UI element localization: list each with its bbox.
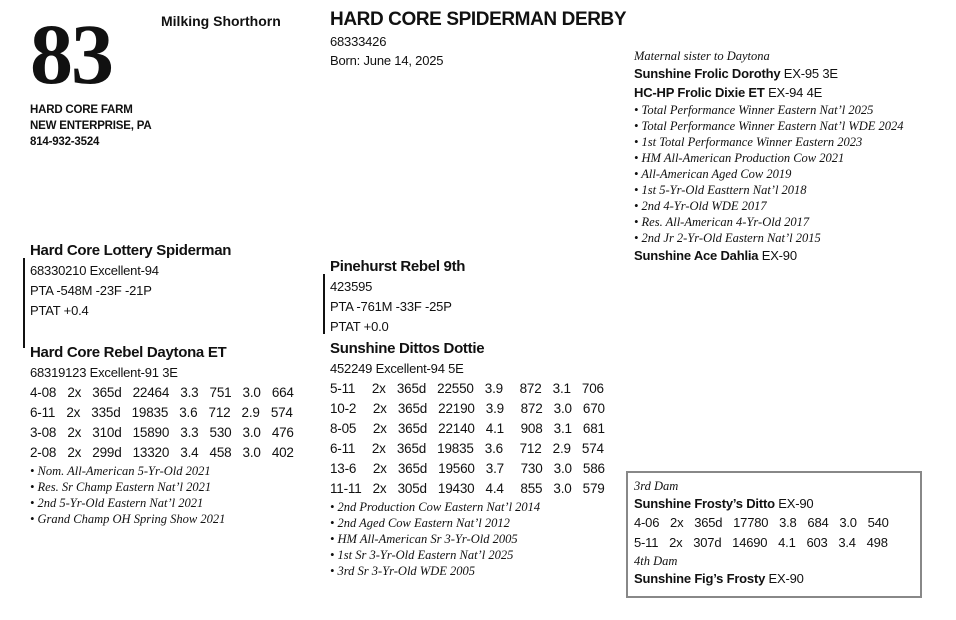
record-line: 8-05 2x 365d 22140 4.1 908 3.1 681 — [330, 421, 605, 436]
sire-reg: 68330210 Excellent-94 — [30, 263, 159, 278]
dam-name: Hard Core Rebel Daytona ET — [30, 344, 227, 361]
honor-item: • 2nd Production Cow Eastern Nat’l 2014 — [330, 499, 605, 515]
consignor-phone: 814-932-3524 — [30, 136, 100, 148]
honor-item: • 2nd Jr 2-Yr-Old Eastern Nat’l 2015 — [634, 230, 904, 246]
sister-1 — [634, 64, 904, 83]
third-dam-name: Sunshine Frosty’s Ditto — [634, 496, 775, 511]
sister-3-name: Sunshine Ace Dahlia — [634, 248, 759, 263]
dams-sire-name: Pinehurst Rebel 9th — [330, 258, 466, 275]
record-line: 11-11 2x 305d 19430 4.4 855 3.0 579 — [330, 481, 605, 496]
second-dam-block — [330, 339, 605, 579]
second-dam-honors — [330, 499, 605, 579]
fourth-dam-score: EX-90 — [768, 571, 804, 586]
honor-item: • Total Performance Winner Eastern Nat’l WDE 2024 — [634, 118, 904, 134]
honor-item: • All-American Aged Cow 2019 — [634, 166, 904, 182]
honor-item: • 2nd 4-Yr-Old WDE 2017 — [634, 198, 904, 214]
sister-3-score: EX-90 — [761, 248, 797, 263]
honor-item: • HM All-American Sr 3-Yr-Old 2005 — [330, 531, 605, 547]
record-line: 5-11 2x 365d 22550 3.9 872 3.1 706 — [330, 381, 604, 396]
honor-item: • 1st Total Performance Winner Eastern 2023 — [634, 134, 904, 150]
second-dam-reg: 452249 Excellent-94 5E — [330, 361, 464, 376]
honor-item: • Nom. All-American 5-Yr-Old 2021 — [30, 463, 294, 479]
ancestry-box — [626, 471, 922, 598]
fourth-dam-name: Sunshine Fig’s Frosty — [634, 571, 766, 586]
honor-item: • 3rd Sr 3-Yr-Old WDE 2005 — [330, 563, 605, 579]
animal-name: HARD CORE SPIDERMAN DERBY — [330, 9, 627, 30]
animal-born: Born: June 14, 2025 — [330, 53, 444, 68]
dam-block — [30, 343, 294, 527]
sister-3 — [634, 246, 904, 265]
third-dam-label: 3rd Dam — [634, 479, 679, 493]
dams-sire-ptat: PTAT +0.0 — [330, 319, 389, 334]
fourth-dam — [634, 569, 889, 588]
sire-name: Hard Core Lottery Spiderman — [30, 242, 232, 259]
third-dam-score: EX-90 — [778, 496, 814, 511]
consignor-farm: HARD CORE FARM — [30, 104, 133, 116]
pedigree-bracket-right — [323, 274, 325, 334]
sister-2-score: EX-94 4E — [768, 85, 823, 100]
dams-sire-reg: 423595 — [330, 279, 373, 294]
animal-reg: 68333426 — [330, 34, 387, 49]
record-line: 5-11 2x 307d 14690 4.1 603 3.4 498 — [634, 535, 888, 550]
ancestry-box-content — [634, 478, 889, 588]
record-line: 4-06 2x 365d 17780 3.8 684 3.0 540 — [634, 515, 889, 530]
honor-item: • HM All-American Production Cow 2021 — [634, 150, 904, 166]
dams-sire-block — [330, 257, 465, 337]
sire-block — [30, 241, 231, 321]
family-honors — [634, 102, 904, 246]
breed-label: Milking Shorthorn — [161, 13, 281, 29]
honor-item: • Res. All-American 4-Yr-Old 2017 — [634, 214, 904, 230]
family-intro: Maternal sister to Daytona — [634, 49, 770, 63]
honor-item: • 2nd 5-Yr-Old Eastern Nat’l 2021 — [30, 495, 294, 511]
honor-item: • Grand Champ OH Spring Show 2021 — [30, 511, 294, 527]
record-line: 4-08 2x 365d 22464 3.3 751 3.0 664 — [30, 385, 294, 400]
dam-records — [30, 383, 294, 463]
consignor-location: NEW ENTERPRISE, PA — [30, 120, 152, 132]
dams-sire-pta: PTA -761M -33F -25P — [330, 299, 452, 314]
record-line: 2-08 2x 299d 13320 3.4 458 3.0 402 — [30, 445, 294, 460]
record-line: 13-6 2x 365d 19560 3.7 730 3.0 586 — [330, 461, 605, 476]
record-line: 6-11 2x 335d 19835 3.6 712 2.9 574 — [30, 405, 293, 420]
pedigree-bracket-left — [23, 258, 25, 348]
dam-reg: 68319123 Excellent-91 3E — [30, 365, 178, 380]
second-dam-records — [330, 379, 605, 499]
sister-2-name: HC-HP Frolic Dixie ET — [634, 85, 765, 100]
fourth-dam-label: 4th Dam — [634, 554, 678, 568]
honor-item: • 1st Sr 3-Yr-Old Eastern Nat’l 2025 — [330, 547, 605, 563]
honor-item: • Total Performance Winner Eastern Nat’l 2025 — [634, 102, 904, 118]
dam-honors — [30, 463, 294, 527]
honor-item: • Res. Sr Champ Eastern Nat’l 2021 — [30, 479, 294, 495]
animal-header — [330, 8, 626, 70]
record-line: 6-11 2x 365d 19835 3.6 712 2.9 574 — [330, 441, 604, 456]
record-line: 3-08 2x 310d 15890 3.3 530 3.0 476 — [30, 425, 294, 440]
family-block — [634, 48, 904, 265]
sister-1-name: Sunshine Frolic Dorothy — [634, 66, 781, 81]
sire-pta: PTA -548M -23F -21P — [30, 283, 152, 298]
second-dam-name: Sunshine Dittos Dottie — [330, 340, 485, 357]
honor-item: • 2nd Aged Cow Eastern Nat’l 2012 — [330, 515, 605, 531]
honor-item: • 1st 5-Yr-Old Easttern Nat’l 2018 — [634, 182, 904, 198]
sister-1-score: EX-95 3E — [783, 66, 838, 81]
lot-number: 83 — [30, 6, 112, 102]
sire-ptat: PTAT +0.4 — [30, 303, 89, 318]
record-line: 10-2 2x 365d 22190 3.9 872 3.0 670 — [330, 401, 605, 416]
sister-2 — [634, 83, 904, 102]
consignor-block — [30, 102, 151, 150]
third-dam — [634, 494, 889, 513]
